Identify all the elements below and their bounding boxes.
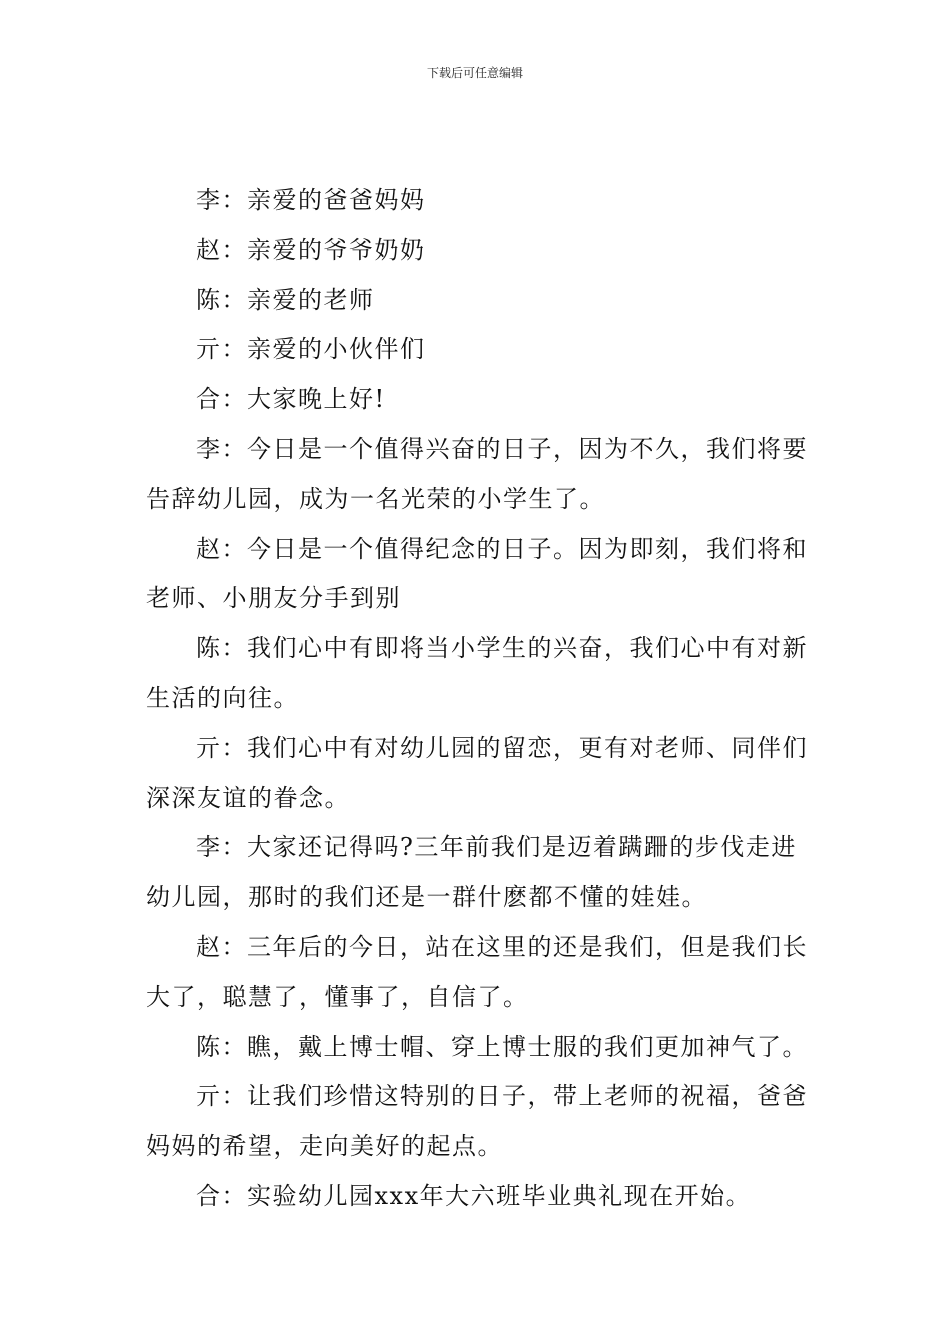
paragraph-12: 陈：瞧，戴上博士帽、穿上博士服的我们更加神气了。 <box>196 1032 808 1061</box>
paragraph-10: 李：大家还记得吗?三年前我们是迈着蹒跚的步伐走进幼儿园，那时的我们还是一群什麽都不懂的娃娃。 <box>146 833 797 912</box>
paragraph-9: 亓：我们心中有对幼儿园的留恋，更有对老师、同伴们深深友谊的眷念。 <box>146 733 808 812</box>
paragraph-6: 李：今日是一个值得兴奋的日子，因为不久，我们将要告辞幼儿园，成为一名光荣的小学生了。 <box>146 434 808 513</box>
paragraph-4: 亓：亲爱的小伙伴们 <box>196 335 426 364</box>
paragraph-7: 赵：今日是一个值得纪念的日子。因为即刻，我们将和老师、小朋友分手到别 <box>146 534 808 613</box>
page-header-note: 下载后可任意编辑 <box>426 66 523 80</box>
paragraph-5: 合：大家晚上好! <box>196 385 386 414</box>
paragraph-3: 陈：亲爱的老师 <box>196 285 375 314</box>
paragraph-13: 亓：让我们珍惜这特别的日子，带上老师的祝福，爸爸妈妈的希望，走向美好的起点。 <box>146 1082 808 1161</box>
paragraph-8: 陈：我们心中有即将当小学生的兴奋，我们心中有对新生活的向往。 <box>146 634 808 712</box>
paragraph-1: 李：亲爱的爸爸妈妈 <box>196 186 426 214</box>
paragraph-14: 合：实验幼儿园xxx年大六班毕业典礼现在开始。 <box>196 1181 752 1210</box>
document-body <box>146 176 810 1222</box>
paragraph-2: 赵：亲爱的爷爷奶奶 <box>196 235 426 264</box>
paragraph-11: 赵：三年后的今日，站在这里的还是我们，但是我们长大了，聪慧了，懂事了，自信了。 <box>146 932 808 1011</box>
